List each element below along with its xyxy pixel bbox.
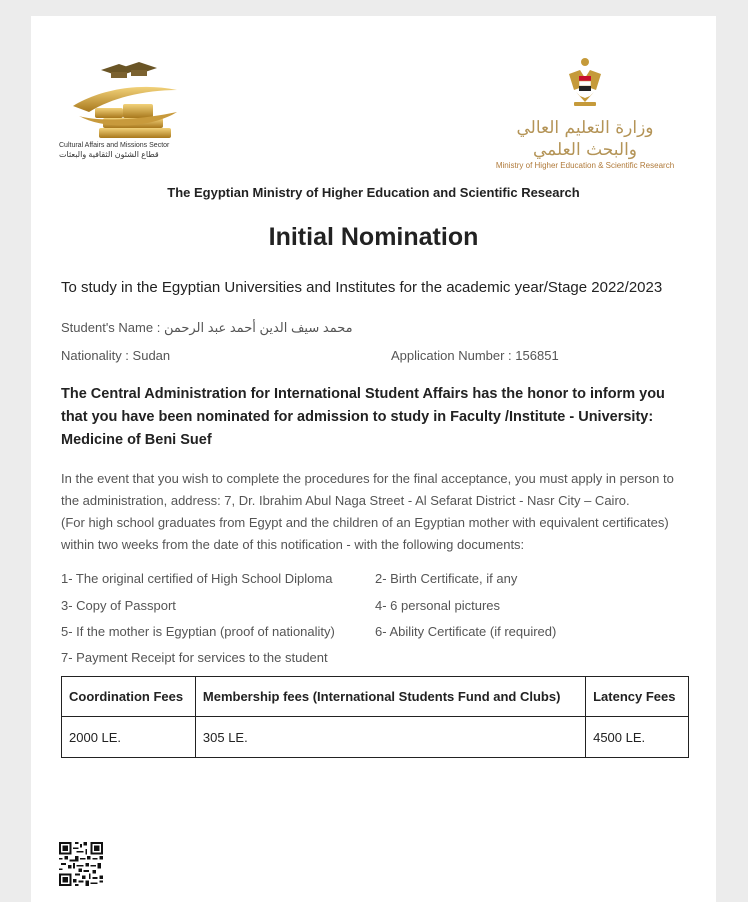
ministry-arabic-title: وزارة التعليم العالي والبحث العلمي — [516, 118, 654, 160]
instructions-line: In the event that you wish to complete the procedures for the final acceptance, you must apply in person to — [61, 471, 674, 486]
application-number-field — [391, 348, 559, 363]
student-name-label: Student's Name : — [61, 320, 161, 335]
required-document-item: 3- Copy of Passport — [61, 598, 176, 613]
required-document-item: 1- The original certified of High School Diploma — [61, 571, 333, 586]
nomination-announcement: The Central Administration for International Student Affairs has the honor to inform you that you have been nominated for admission to study in Faculty /Institute - University: Medicine of Beni Suef — [61, 386, 665, 448]
student-name-value: محمد سيف الدين أحمد عبد الرحمن — [163, 320, 353, 335]
membership-fees-value: 305 LE. — [195, 717, 585, 758]
fees-header-row — [62, 677, 689, 717]
egypt-eagle-emblem-icon — [568, 56, 602, 108]
ministry-logo — [495, 56, 675, 171]
latency-fees-value: 4500 LE. — [586, 717, 689, 758]
required-document-item: 2- Birth Certificate, if any — [375, 571, 518, 586]
student-name-field — [61, 320, 353, 336]
required-document-item: 6- Ability Certificate (if required) — [375, 624, 557, 639]
membership-fees-header: Membership fees (International Students Fund and Clubs) — [195, 677, 585, 717]
instructions-line: the administration, address: 7, Dr. Ibrahim Abul Naga Street - Al Sefarat District - Nasr City – Cairo. — [61, 493, 630, 508]
instructions-line: (For high school graduates from Egypt and the children of an Egyptian mother with equivalent certificates) — [61, 515, 669, 530]
instructions-line: within two weeks from the date of this notification - with the following documents: — [61, 537, 525, 552]
logo-caption-english: Cultural Affairs and Missions Sector — [59, 142, 170, 149]
ministry-heading: The Egyptian Ministry of Higher Education and Scientific Research — [167, 185, 580, 200]
required-document-item: 5- If the mother is Egyptian (proof of nationality) — [61, 624, 335, 639]
fees-table — [61, 676, 689, 758]
latency-fees-header: Latency Fees — [586, 677, 689, 717]
graduation-cap-books-logo-icon — [59, 60, 199, 142]
application-number-label: Application Number : — [391, 348, 512, 363]
nationality-field — [61, 348, 170, 363]
logo-caption-arabic: قطاع الشئون الثقافية والبعثات — [59, 150, 159, 159]
nationality-value: Sudan — [132, 348, 171, 363]
qr-code-icon — [59, 842, 103, 886]
academic-year-subtitle: To study in the Egyptian Universities and Institutes for the academic year/Stage 2022/2023 — [61, 279, 663, 296]
coordination-fees-value: 2000 LE. — [62, 717, 196, 758]
document-page — [31, 16, 716, 902]
required-document-item: 4- 6 personal pictures — [375, 598, 501, 613]
fees-value-row — [62, 717, 689, 758]
application-number-value: 156851 — [515, 348, 559, 363]
cultural-affairs-logo — [59, 60, 199, 159]
nationality-label: Nationality : — [61, 348, 129, 363]
required-document-item: 7- Payment Receipt for services to the student — [61, 650, 328, 665]
coordination-fees-header: Coordination Fees — [62, 677, 196, 717]
ministry-english-title: Ministry of Higher Education & Scientific Research — [495, 161, 675, 170]
page-title: Initial Nomination — [268, 223, 479, 251]
instructions-paragraph — [61, 468, 701, 556]
